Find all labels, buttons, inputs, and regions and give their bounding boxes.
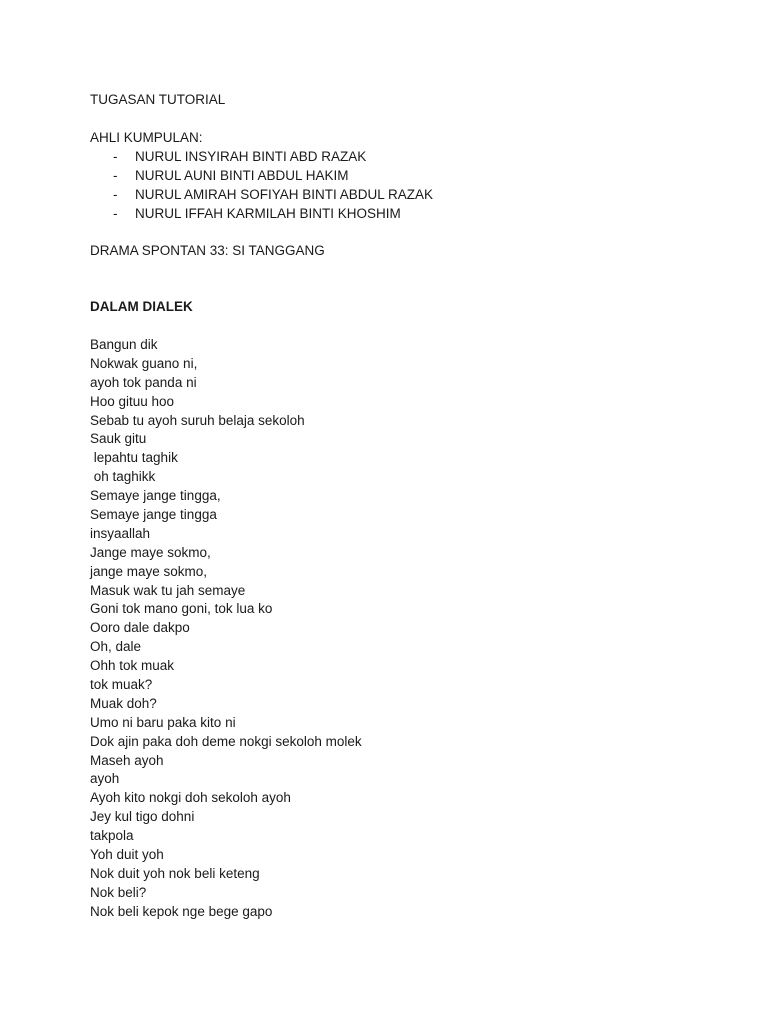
members-heading: AHLI KUMPULAN: xyxy=(90,130,203,145)
member-list-item xyxy=(90,186,728,205)
section-heading: DALAM DIALEK xyxy=(90,299,193,314)
dialogue-line: Yoh duit yoh xyxy=(90,847,164,863)
dialogue-line: Ayoh kito nokgi doh sekoloh ayoh xyxy=(90,790,291,806)
dialogue-line: Jange maye sokmo, xyxy=(90,544,211,560)
dialogue-line: Dok ajin paka doh deme nokgi sekoloh molek xyxy=(90,733,362,749)
bullet-dash: - xyxy=(113,149,118,164)
dialogue-line: tok muak? xyxy=(90,677,153,693)
dialogue-line: Jey kul tigo dohni xyxy=(90,809,195,825)
member-name: NURUL INSYIRAH BINTI ABD RAZAK xyxy=(135,149,367,164)
dialogue-line: Sauk gitu xyxy=(90,431,147,447)
dialogue-line: Goni tok mano goni, tok lua ko xyxy=(90,601,273,617)
dialogue-line: Nok duit yoh nok beli keteng xyxy=(90,865,260,881)
drama-title: DRAMA SPONTAN 33: SI TANGGANG xyxy=(90,243,325,258)
dialogue-line: takpola xyxy=(90,828,134,844)
dialogue-line: oh taghikk xyxy=(90,469,156,485)
member-name: NURUL IFFAH KARMILAH BINTI KHOSHIM xyxy=(135,205,401,221)
dialogue-line: lepahtu taghik xyxy=(90,450,178,466)
dialogue-line: Umo ni baru paka kito ni xyxy=(90,714,236,730)
dialogue-line: ayoh xyxy=(90,771,120,787)
dialogue-line: Sebab tu ayoh suruh belaja sekoloh xyxy=(90,412,305,428)
member-list-item xyxy=(90,167,728,186)
dialogue-line: ayoh tok panda ni xyxy=(90,374,197,390)
member-name: NURUL AMIRAH SOFIYAH BINTI ABDUL RAZAK xyxy=(135,186,434,202)
bullet-dash: - xyxy=(113,205,118,221)
dialogue-line: Oh, dale xyxy=(90,639,142,655)
document-title: TUGASAN TUTORIAL xyxy=(90,92,226,107)
dialogue-line: Semaye jange tingga, xyxy=(90,488,221,504)
dialogue-line: Hoo gituu hoo xyxy=(90,393,175,409)
dialogue-line: Nok beli? xyxy=(90,884,147,900)
dialogue-line: Maseh ayoh xyxy=(90,752,164,768)
dialogue-line: Ohh tok muak xyxy=(90,658,175,674)
dialogue-line: Muak doh? xyxy=(90,695,157,711)
member-name: NURUL AUNI BINTI ABDUL HAKIM xyxy=(135,167,349,183)
dialogue-lines xyxy=(90,336,728,922)
dialogue-line: jange maye sokmo, xyxy=(90,563,208,579)
dialogue-line: Ooro dale dakpo xyxy=(90,620,190,636)
dialogue-line: Masuk wak tu jah semaye xyxy=(90,582,246,598)
dialogue-line: Bangun dik xyxy=(90,337,158,352)
bullet-dash: - xyxy=(113,167,118,183)
members-list xyxy=(90,148,728,224)
member-list-item xyxy=(90,148,728,167)
dialogue-line: Semaye jange tingga xyxy=(90,507,217,523)
bullet-dash: - xyxy=(113,186,118,202)
dialogue-line: Nokwak guano ni, xyxy=(90,355,198,371)
member-list-item xyxy=(90,205,728,224)
dialogue-line: Nok beli kepok nge bege gapo xyxy=(90,903,273,919)
dialogue-line: insyaallah xyxy=(90,525,151,541)
